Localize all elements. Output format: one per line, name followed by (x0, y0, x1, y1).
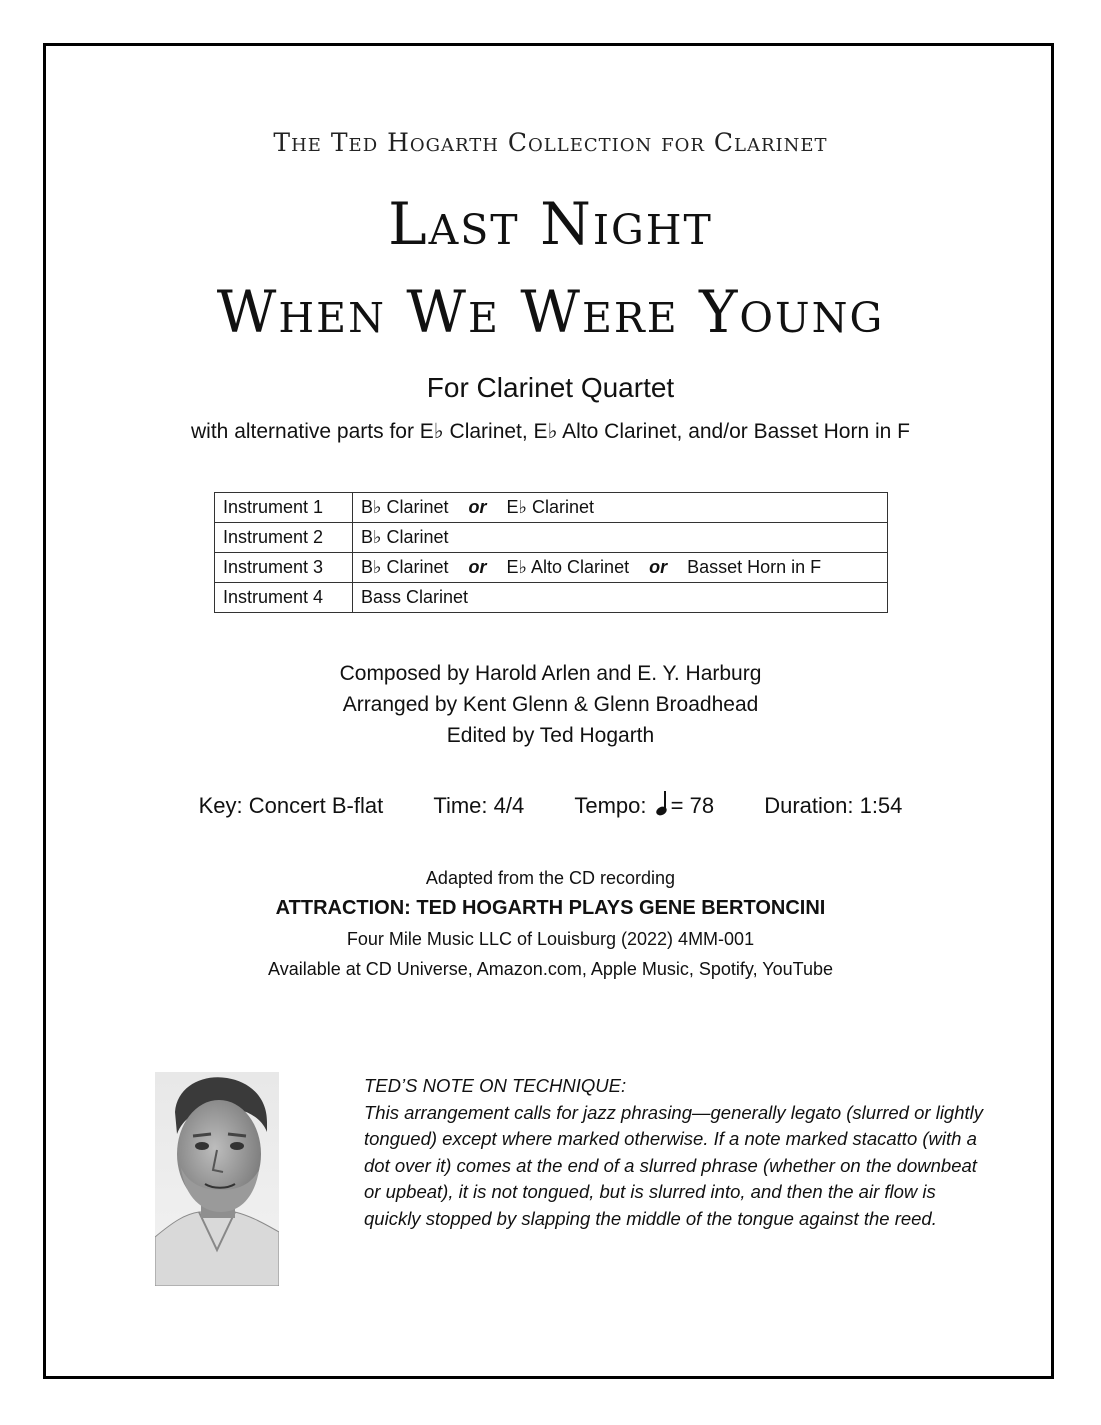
instrument-label: Instrument 1 (215, 493, 353, 523)
arranger-credit: Arranged by Kent Glenn & Glenn Broadhead (342, 693, 759, 716)
or-separator: or (649, 557, 668, 577)
or-separator: or (468, 557, 487, 577)
note-heading: TED’S NOTE ON TECHNIQUE: (364, 1075, 627, 1096)
instrument-options (353, 583, 888, 613)
table-row (215, 583, 888, 613)
album-title: ATTRACTION: TED HOGARTH PLAYS GENE BERTONCINI (275, 897, 826, 919)
instrument-table (214, 492, 888, 613)
editor-credit: Edited by Ted Hogarth (446, 724, 655, 747)
time-signature: Time: 4/4 (433, 793, 525, 818)
title-line-2: When We Were Young (216, 278, 885, 346)
instrument-options (353, 523, 888, 553)
table-row (215, 523, 888, 553)
or-separator: or (468, 497, 487, 517)
availability: Available at CD Universe, Amazon.com, Apple Music, Spotify, YouTube (268, 959, 833, 979)
piece-info (0, 791, 1101, 819)
instrument-option: Bass Clarinet (361, 587, 469, 607)
instrument-option: B♭ Clarinet (361, 527, 449, 547)
subtitle: For Clarinet Quartet (426, 372, 675, 403)
composer-credit: Composed by Harold Arlen and E. Y. Harburg (339, 662, 762, 685)
instrument-option: E♭ Alto Clarinet (506, 557, 630, 577)
instrument-option: B♭ Clarinet (361, 497, 449, 517)
instrument-label: Instrument 2 (215, 523, 353, 553)
table-row (215, 493, 888, 523)
alternative-parts: with alternative parts for E♭ Clarinet, E♭ Alto Clarinet, and/or Basset Horn in F (191, 420, 910, 443)
instrument-options (353, 553, 888, 583)
tempo-label: Tempo: (574, 793, 647, 818)
instrument-label: Instrument 4 (215, 583, 353, 613)
instrument-option: E♭ Clarinet (506, 497, 595, 517)
instrument-option: B♭ Clarinet (361, 557, 449, 577)
record-label: Four Mile Music LLC of Louisburg (2022) 4MM-001 (346, 929, 755, 949)
instrument-option: Basset Horn in F (687, 557, 822, 577)
quarter-note-icon (653, 791, 669, 815)
portrait-photo (155, 1072, 279, 1286)
technique-note (364, 1073, 984, 1232)
table-row (215, 553, 888, 583)
title-line-1: Last Night (388, 190, 713, 258)
instrument-options (353, 493, 888, 523)
adapted-from: Adapted from the CD recording (425, 868, 676, 888)
key-info: Key: Concert B-flat (198, 793, 384, 818)
duration-info: Duration: 1:54 (764, 793, 903, 818)
tempo-value: = 78 (670, 793, 715, 818)
instrument-label: Instrument 3 (215, 553, 353, 583)
note-body: This arrangement calls for jazz phrasing—generally legato (slurred or lightly tongued) except where marked otherwise. If a note marked stacatto (with a dot over it) comes at the end of a slurred phrase (whether on the downbeat or upbeat), it is not tongued, but is slurred into, and then the air flow is quickly stopped by slapping the middle of the tongue against the reed. (364, 1101, 984, 1229)
series-title: The Ted Hogarth Collection for Clarinet (273, 128, 828, 157)
tempo-info (574, 791, 714, 819)
